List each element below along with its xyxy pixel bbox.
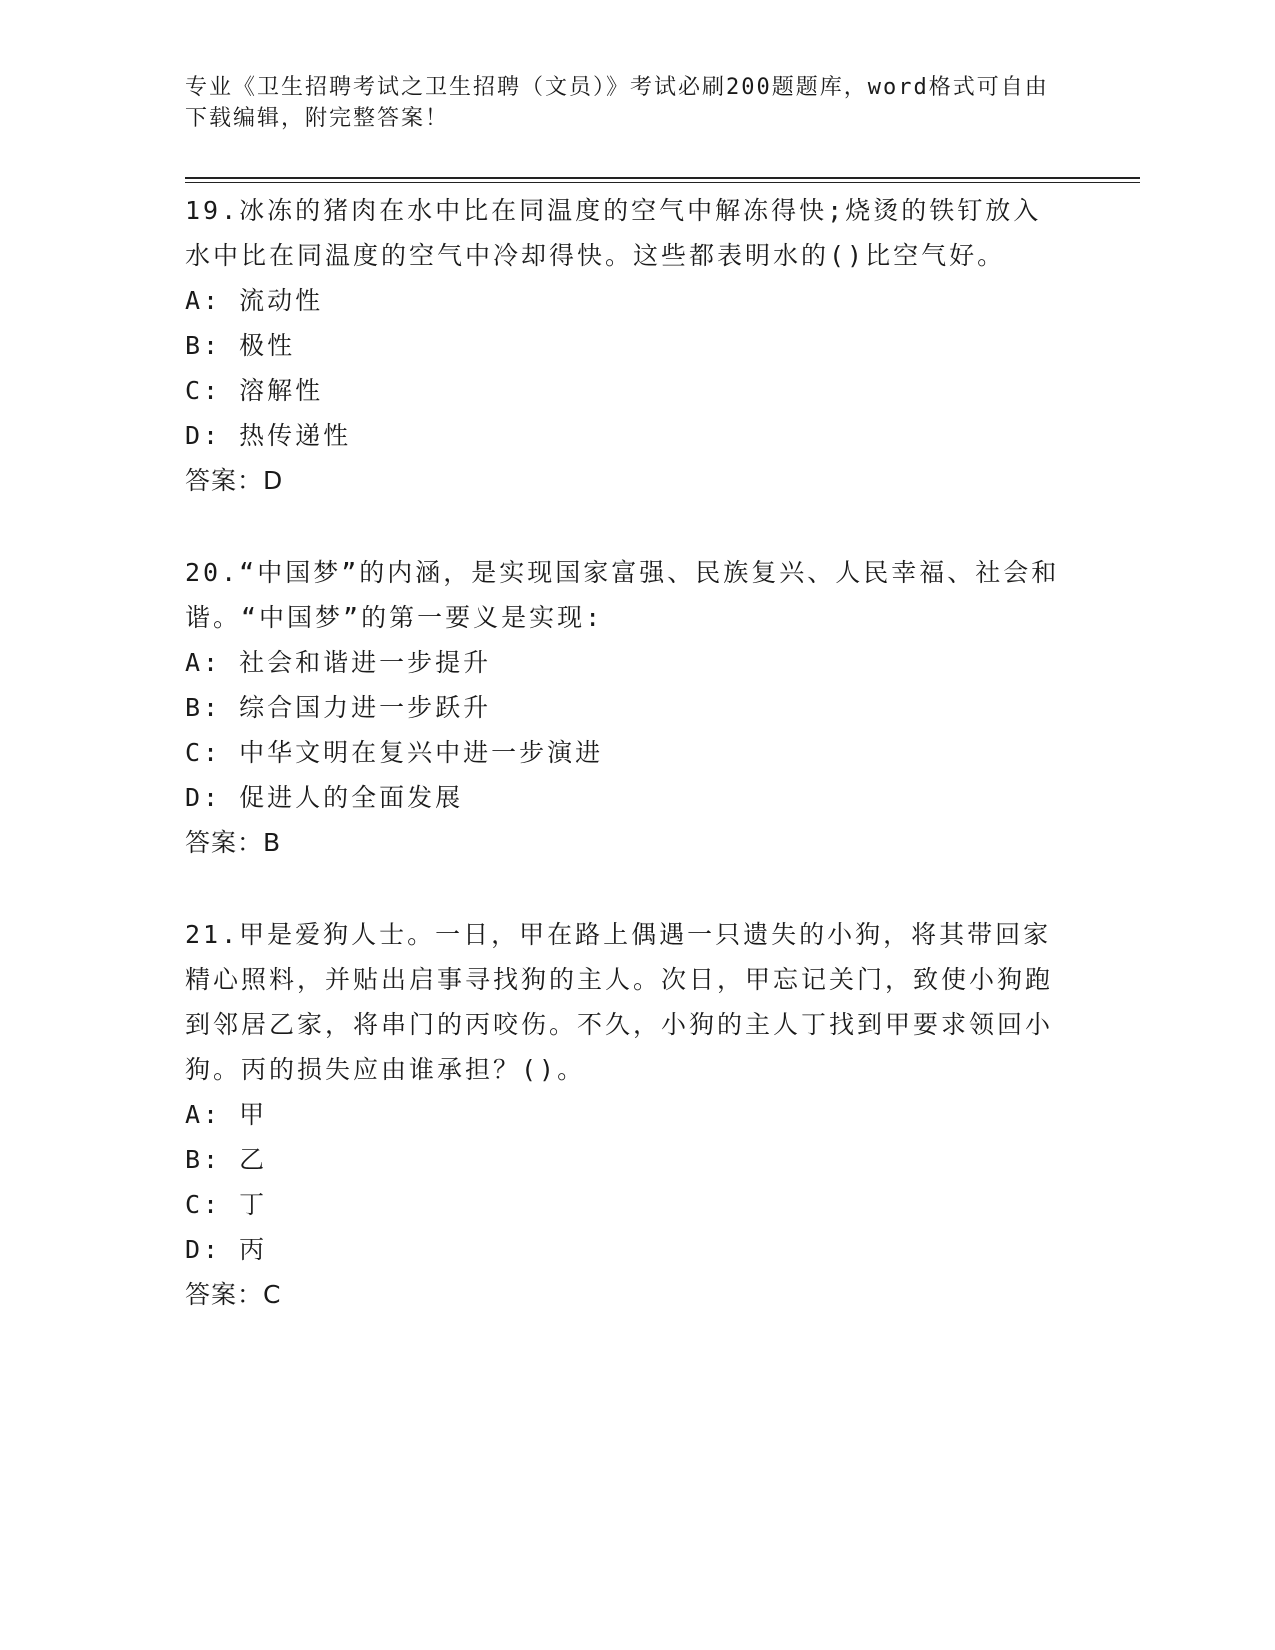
answer-line: 答案：D — [185, 466, 284, 495]
question-21 — [185, 912, 1065, 1317]
question-19 — [185, 188, 1065, 503]
option-d: D: 热传递性 — [185, 421, 352, 450]
document-header: 专业《卫生招聘考试之卫生招聘（文员）》考试必刷200题题库，word格式可自由下载编辑，附完整答案！ — [185, 75, 1049, 131]
option-a: A: 流动性 — [185, 286, 324, 315]
option-c: C: 中华文明在复兴中进一步演进 — [185, 738, 604, 767]
option-c: C: 丁 — [185, 1190, 268, 1219]
option-b: B: 乙 — [185, 1145, 268, 1174]
question-stem: 20.“中国梦”的内涵，是实现国家富强、民族复兴、人民幸福、社会和谐。“中国梦”的第一要义是实现: — [185, 558, 1060, 632]
option-d: D: 丙 — [185, 1235, 268, 1264]
option-a: A: 社会和谐进一步提升 — [185, 648, 492, 677]
option-d: D: 促进人的全面发展 — [185, 783, 464, 812]
question-stem: 21.甲是爱狗人士。一日，甲在路上偶遇一只遗失的小狗，将其带回家精心照料，并贴出启事寻找狗的主人。次日，甲忘记关门，致使小狗跑到邻居乙家，将串门的丙咬伤。不久，小狗的主人丁找到甲要求领回小狗。丙的损失应由谁承担？()。 — [185, 920, 1054, 1084]
answer-line: 答案：C — [185, 1280, 282, 1309]
header-divider-thick — [185, 177, 1140, 179]
question-20 — [185, 550, 1065, 865]
option-b: B: 极性 — [185, 331, 296, 360]
answer-line: 答案：B — [185, 828, 282, 857]
option-b: B: 综合国力进一步跃升 — [185, 693, 492, 722]
option-c: C: 溶解性 — [185, 376, 324, 405]
option-a: A: 甲 — [185, 1100, 268, 1129]
question-stem: 19.冰冻的猪肉在水中比在同温度的空气中解冻得快;烧烫的铁钉放入水中比在同温度的空气中冷却得快。这些都表明水的()比空气好。 — [185, 196, 1042, 270]
header-divider-thin — [185, 182, 1140, 183]
